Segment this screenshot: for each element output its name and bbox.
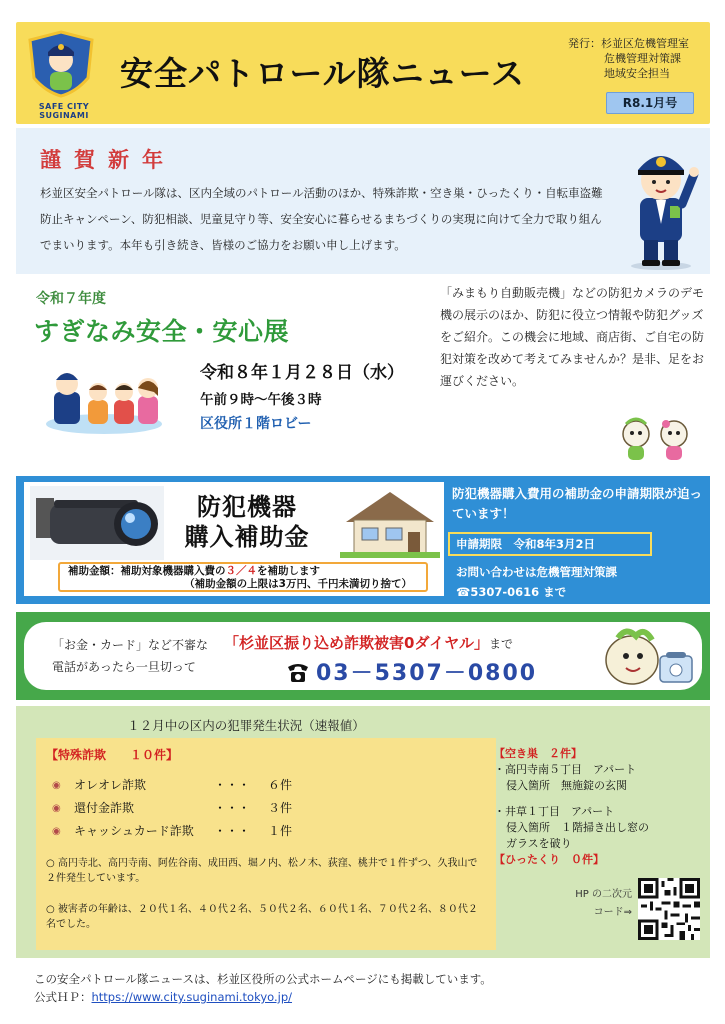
burglary-detail: 侵入箇所 無施錠の玄関 [506,779,627,792]
publisher-info [568,36,689,81]
new-year-greeting [16,128,710,274]
house-icon [340,486,440,558]
event-year: 令和７年度 [36,291,106,307]
stats-heading: １２月中の区内の犯罪発生状況（速報値） [127,718,365,733]
event-time: 午前９時～午後３時 [200,392,322,408]
footer-text: この安全パトロール隊ニュースは、杉並区役所の公式ホームページにも掲載しています。 [34,972,492,986]
dino-mascot-icon [596,626,696,688]
newsletter-title: 安全パトロール隊ニュース [120,54,526,93]
fraud-stats-box [36,738,496,950]
burglary-heading: 【空き巣 ２件】 [494,747,582,760]
fraud-warning-line: 「お金・カード」など不審な [52,638,209,652]
fraud-stats-heading: 【特殊詐欺 １０件】 [46,748,179,762]
subsidy-note-prefix: 補助金額：補助対象機器購入費の [68,565,226,577]
qr-label-line: HP の二次元 [575,889,632,900]
qr-label [562,886,632,922]
fraud-dial-title: 「杉並区振り込め詐欺被害0ダイヤル」 [224,634,489,652]
event-description: 「みまもり自動販売機」などの防犯カメラのデモ機の展示のほか、防犯に役立つ情報や防犯グッズをご紹介。この機会に地域、商店街、ご自宅の防犯対策を改めて考えてみませんか？是非、足をお運びください。 [440,286,705,388]
fraud-dots: ・・・ [214,778,251,792]
fraud-location-note: ○ 高円寺北、高円寺南、阿佐谷南、成田西、堀ノ内、松ノ木、荻窪、桃井で１件ずつ、久我山で２件発生しています。 [46,858,478,884]
subsidy-title-line: 防犯機器 [197,493,297,521]
fraud-dial-section [16,612,710,700]
publisher-line: 地域安全担当 [604,67,670,80]
bullet-icon: ◉ [52,780,61,791]
event-place: 区役所１階ロビー [200,416,312,432]
burglary-detail: ガラスを破り [506,837,572,850]
family-icon [44,362,164,434]
official-site-link[interactable]: https://www.city.suginami.tokyo.jp/ [91,990,293,1004]
subsidy-fraction: ３／４ [225,565,257,577]
fraud-count: ６件 [268,778,293,792]
publisher-line: 危機管理対策課 [604,52,681,65]
deadline-box: 申請期限 令和8年3月2日 [448,532,652,556]
fraud-dots: ・・・ [214,801,251,815]
fraud-dots: ・・・ [214,824,251,838]
subsidy-title-line: 購入補助金 [184,523,310,551]
subsidy-section [16,476,710,604]
fraud-warning [52,634,208,678]
police-emblem-icon [26,30,96,98]
burglary-detail: 侵入箇所 １階掃き出し窓の [506,821,649,834]
crime-stats-section [16,706,710,958]
camera-icon [30,486,164,560]
newsletter-header [16,22,710,124]
list-item [52,797,352,820]
fraud-dial-phone[interactable] [286,656,537,687]
greeting-body: 杉並区安全パトロール隊は、区内全域のパトロール活動のほか、特殊詐欺・空き巣・ひったくり・自転車盗難防止キャンペーン、防犯相談、児童見守り等、安全安心に暮らせるまちづくりの実現に向けて全力で取り組んでまいります。本年も引き続き、皆様のご協力をお願い申し上げます。 [40,186,603,252]
qr-label-line: コード⇒ [593,907,632,918]
subsidy-note-limit: （補助金額の上限は3万円、千円未満切り捨て） [184,578,412,590]
publisher-line: 発行：杉並区危機管理室 [568,37,689,50]
mascot-icon [612,416,702,464]
fraud-dial-name [224,632,513,653]
fraud-type: 還付金詐欺 [74,801,135,815]
fraud-count: １件 [268,824,293,838]
bullet-icon: ◉ [52,803,61,814]
fraud-phone-number: 03－5307－0800 [316,661,538,686]
footer-hp-label: 公式ＨＰ： [34,990,92,1004]
event-date: 令和８年１月２８日（水） [200,363,404,383]
burglary-stats [494,746,704,868]
event-title: すぎなみ安全・安心展 [34,317,290,346]
qr-code-icon[interactable] [638,878,700,940]
fraud-warning-line: 電話があったら一旦切って [52,660,196,674]
list-item [52,820,352,843]
deadline-heading: 防犯機器購入費用の補助金の申請期限が迫っています！ [452,486,703,521]
bullet-icon: ◉ [52,826,61,837]
list-item [52,774,352,797]
subsidy-note [58,562,428,592]
subsidy-card [24,482,444,596]
footer [34,970,492,1006]
fraud-dial-card [24,622,702,690]
subsidy-note-suffix: を補助します [257,565,320,577]
burglary-item: ・井草１丁目 アパート [494,805,615,818]
fraud-age-note: ○ 被害者の年齢は、２０代１名、４０代２名、５０代２名、６０代１名、７０代２名、８０代２名でした。 [46,904,478,930]
subsidy-title [162,492,332,552]
police-officer-icon [616,134,706,270]
fraud-stats-list [52,774,352,843]
inquiry-info [456,562,617,602]
phone-icon [286,661,310,683]
fraud-count: ３件 [268,801,293,815]
snatch-heading: 【ひったくり ０件】 [494,853,604,866]
fraud-type: キャッシュカード詐欺 [74,824,194,838]
greeting-title: 謹賀新年 [40,148,176,172]
burglary-item: ・高円寺南５丁目 アパート [494,763,637,776]
emblem-text: SAFE CITY SUGINAMI [38,102,90,120]
issue-badge: R8.1月号 [606,92,694,114]
inquiry-phone: ☎5307-0616 まで [456,585,567,599]
fraud-type: オレオレ詐欺 [74,778,147,792]
inquiry-line: お問い合わせは危機管理対策課 [456,565,617,579]
fraud-dial-suffix: まで [489,637,514,651]
